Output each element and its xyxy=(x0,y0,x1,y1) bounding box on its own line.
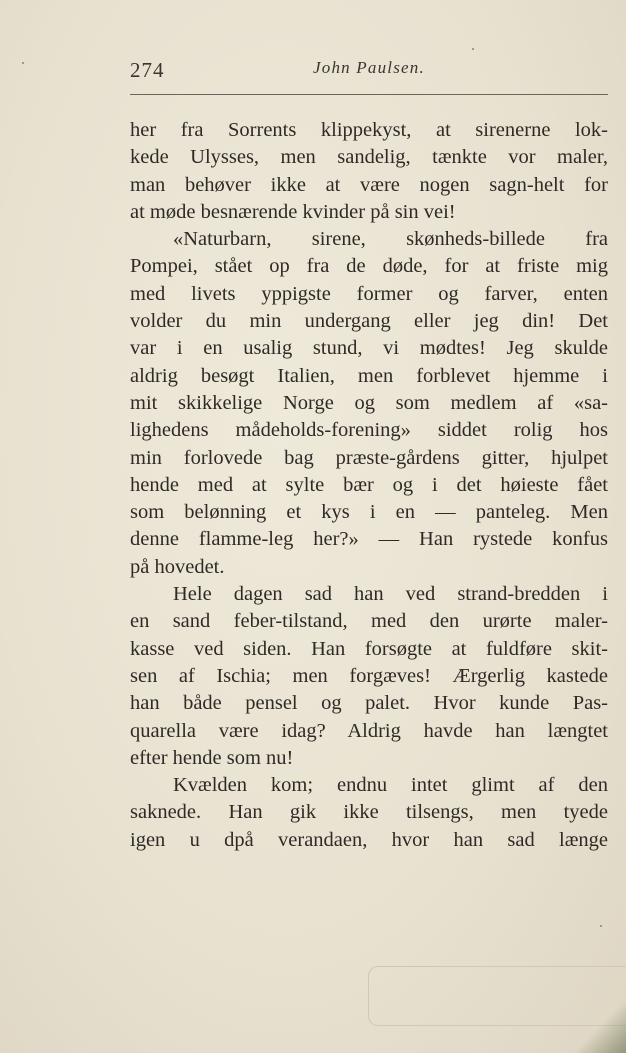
paper-speck xyxy=(22,62,24,64)
text-line: Kvælden kom; endnu intet glimt af den xyxy=(173,774,608,797)
running-head: John Paulsen. xyxy=(313,58,425,77)
header-rule xyxy=(130,94,608,95)
text-line: hende med at sylte bær og i det høieste fået xyxy=(130,473,608,496)
text-line: han både pensel og palet. Hvor kunde Pas- xyxy=(130,692,608,715)
text-line: Pompei, stået op fra de døde, for at friste mig xyxy=(130,255,608,278)
text-line: saknede. Han gik ikke tilsengs, men tyede xyxy=(130,801,608,824)
paper-speck xyxy=(472,48,474,50)
text-line: kede Ulysses, men sandelig, tænkte vor maler, xyxy=(130,146,608,169)
page-number: 274 xyxy=(130,58,165,82)
text-line: quarella være idag? Aldrig havde han længtet xyxy=(130,719,608,742)
text-line: volder du min undergang eller jeg din! Det xyxy=(130,310,608,333)
text-line: min forlovede bag præste-gårdens gitter, hjulpet xyxy=(130,446,608,469)
text-line: at møde besnærende kvinder på sin vei! xyxy=(130,200,456,223)
page-header xyxy=(130,58,608,88)
text-line: lighedens mådeholds-forening» siddet rolig hos xyxy=(130,419,608,442)
text-line: sen af Ischia; men forgæves! Ærgerlig kastede xyxy=(130,664,608,687)
text-line: kasse ved siden. Han forsøgte at fuldføre skit- xyxy=(130,637,608,660)
text-line: var i en usalig stund, vi mødtes! Jeg skulde xyxy=(130,337,608,360)
text-line: aldrig besøgt Italien, men forblevet hjemme i xyxy=(130,364,608,387)
text-line: efter hende som nu! xyxy=(130,746,294,769)
text-line: som belønning et kys i en — panteleg. Men xyxy=(130,501,608,524)
body-text xyxy=(130,117,608,854)
text-line: på hovedet. xyxy=(130,555,225,578)
text-line: mit skikkelige Norge og som medlem af «sa- xyxy=(130,391,608,414)
text-line: med livets yppigste former og farver, enten xyxy=(130,282,608,305)
text-line: igen u dpå verandaen, hvor han sad længe xyxy=(130,828,608,851)
text-line: Hele dagen sad han ved strand-bredden i xyxy=(173,583,608,606)
corner-wear xyxy=(566,993,626,1053)
text-line: man behøver ikke at være nogen sagn-helt for xyxy=(130,173,608,196)
text-line: «Naturbarn, sirene, skønheds-billede fra xyxy=(173,228,608,251)
text-line: her fra Sorrents klippekyst, at sirenerne lok- xyxy=(130,119,608,141)
text-line: en sand feber-tilstand, med den urørte maler- xyxy=(130,610,608,633)
paper-speck xyxy=(600,925,602,927)
text-line: denne flamme-leg her?» — Han rystede konfus xyxy=(130,528,608,551)
